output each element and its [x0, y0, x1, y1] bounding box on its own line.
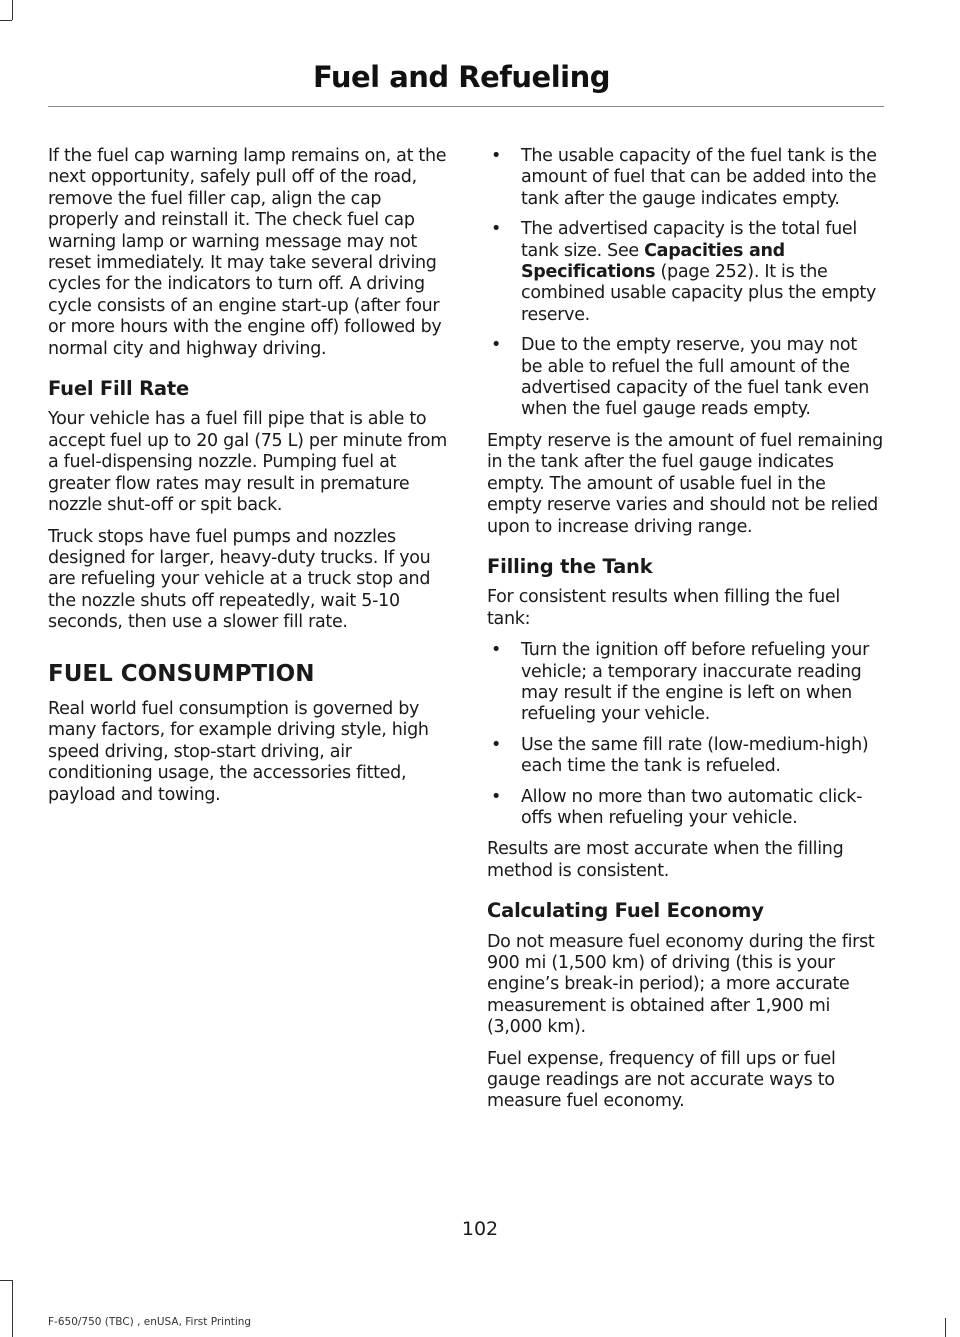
left-column — [48, 146, 452, 816]
filling-list — [487, 640, 883, 829]
paragraph: If the fuel cap warning lamp remains on, at the next opportunity, safely pull off of the road, remove the fuel filler cap, align the cap properly and reinstall it. The check fuel cap warning lamp or warning message may not reset immediately. It may take several driving cycles for the indicators to turn off. A driving cycle consists of an engine start-up (after four or more hours with the engine off) followed by normal city and highway driving. — [48, 146, 447, 359]
capacity-list — [487, 146, 883, 421]
paragraph: For consistent results when filling the fuel tank: — [487, 587, 840, 629]
list-item: • Allow no more than two automatic click-offs when refueling your vehicle. — [487, 787, 883, 830]
list-item — [487, 219, 883, 326]
list-item-text: (page 252). It is the combined usable capacity plus the empty reserve. — [521, 262, 877, 325]
page-title: Fuel and Refueling — [312, 60, 610, 94]
header-divider — [48, 106, 884, 107]
section-heading-fuel-consumption: FUEL CONSUMPTION — [48, 660, 315, 687]
crop-mark — [12, 1280, 13, 1337]
list-item: • Turn the ignition off before refueling your vehicle; a temporary inaccurate reading may result if the engine is left on when refueling your vehicle. — [487, 640, 883, 726]
crop-mark — [12, 0, 13, 20]
paragraph: Fuel expense, frequency of fill ups or fuel gauge readings are not accurate ways to measure fuel economy. — [487, 1048, 836, 1112]
section-heading-calculating-fuel-economy: Calculating Fuel Economy — [487, 899, 764, 923]
crop-mark — [0, 1280, 12, 1281]
paragraph: Truck stops have fuel pumps and nozzles designed for larger, heavy-duty trucks. If you are refueling your vehicle at a truck stop and the nozzle shuts off repeatedly, wait 5-10 seconds, then use a slower fill rate. — [48, 526, 431, 633]
list-item-text: The advertised capacity is the total fuel tank size. See — [521, 219, 857, 261]
paragraph: Do not measure fuel economy during the first 900 mi (1,500 km) of driving (this is your engine’s break-in period); a more accurate measurement is obtained after 1,900 mi (3,000 km). — [487, 931, 875, 1038]
right-column — [487, 146, 883, 1123]
crop-mark — [0, 20, 12, 21]
list-item: • Use the same fill rate (low-medium-high) each time the tank is refueled. — [487, 735, 883, 778]
page-number: 102 — [461, 1218, 499, 1240]
cross-reference-link[interactable]: Capacities and Specifications — [521, 240, 785, 283]
section-heading-filling-the-tank: Filling the Tank — [487, 554, 653, 578]
list-item: • The usable capacity of the fuel tank is the amount of fuel that can be added into the tank after the gauge indicates empty. — [487, 146, 883, 210]
crop-mark — [945, 1318, 946, 1337]
paragraph: Your vehicle has a fuel fill pipe that is able to accept fuel up to 20 gal (75 L) per minute from a fuel-dispensing nozzle. Pumping fuel at greater flow rates may result in premature nozzle shut-off or spit back. — [48, 409, 448, 516]
paragraph: Empty reserve is the amount of fuel remaining in the tank after the fuel gauge indicates empty. The amount of usable fuel in the empty reserve varies and should not be relied upon to increase driving range. — [487, 430, 883, 537]
paragraph: Results are most accurate when the filling method is consistent. — [487, 839, 844, 881]
paragraph: Real world fuel consumption is governed by many factors, for example driving style, high speed driving, stop-start driving, air conditioning usage, the accessories fitted, payload and towing. — [48, 698, 429, 805]
list-item: • Due to the empty reserve, you may not be able to refuel the full amount of the advertised capacity of the fuel tank even when the fuel gauge reads empty. — [487, 335, 883, 421]
footer-text: F-650/750 (TBC) , enUSA, First Printing — [48, 1316, 252, 1328]
section-heading-fuel-fill-rate: Fuel Fill Rate — [48, 377, 190, 401]
